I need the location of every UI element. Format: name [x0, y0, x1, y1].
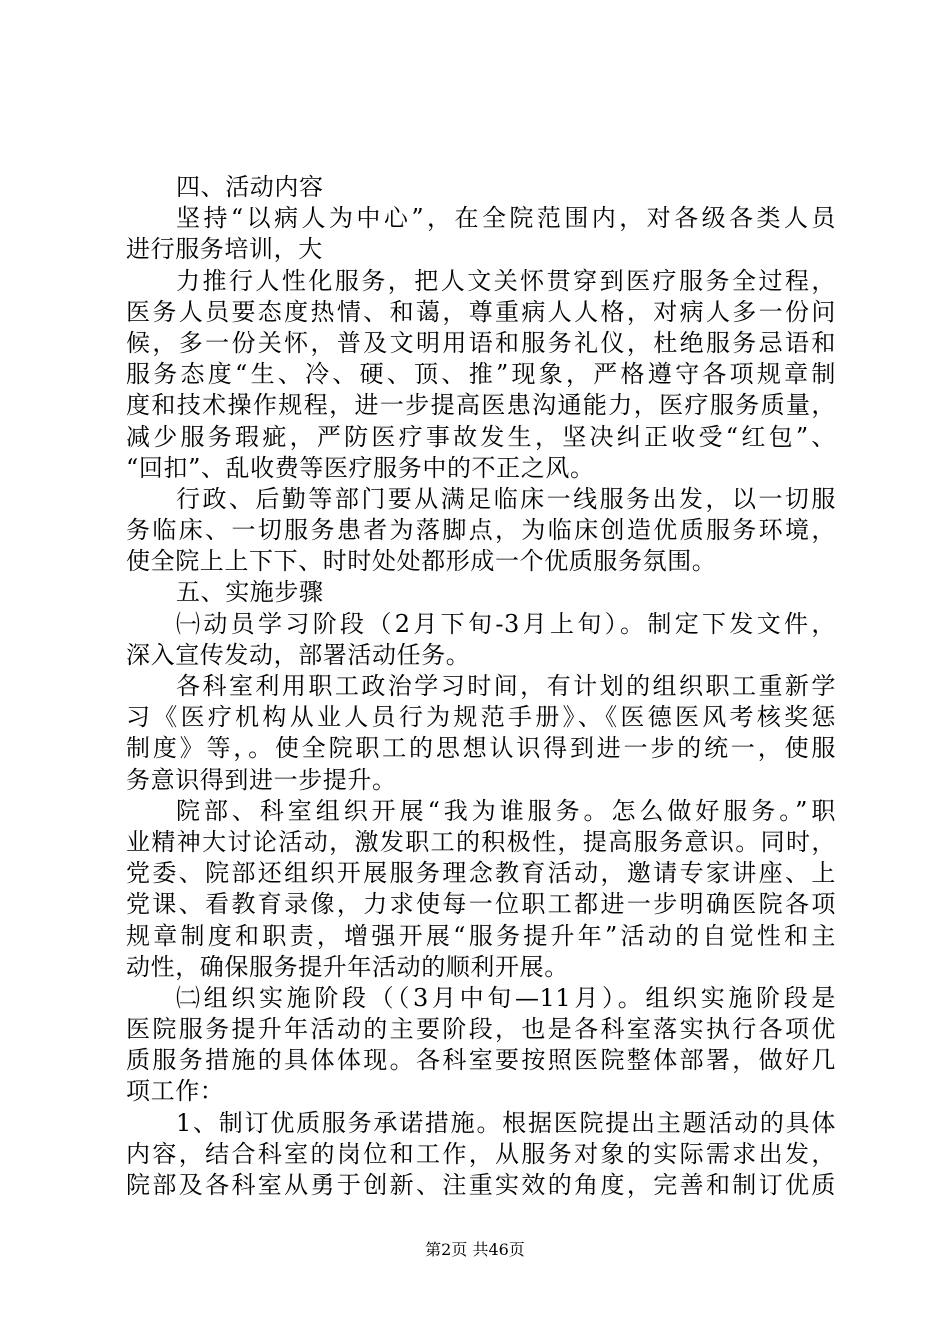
text-line: 1、制订优质服务承诺措施。根据医院提出主题活动的具体 [176, 1108, 836, 1137]
text-line: 各科室利用职工政治学习时间，有计划的组织职工重新学 [176, 672, 836, 700]
text-line: 党课、看教育录像，力求使每一位职工都进一步明确医院各项 [126, 890, 836, 919]
text-line: 使全院上上下下、时时处处都形成一个优质服务氛围。 [126, 547, 717, 576]
text-line: 院部、科室组织开展“我为谁服务。怎么做好服务。”职 [176, 796, 836, 825]
text-line: 力推行人性化服务，把人文关怀贯穿到医疗服务全过程， [176, 266, 836, 295]
text-line: 医务人员要态度热情、和蔼，尊重病人人格，对病人多一份问 [126, 297, 836, 326]
text-line: 项工作： [126, 1077, 225, 1106]
text-line: ㈡组织实施阶段（（3月中旬—11月）。组织实施阶段是 [176, 983, 836, 1012]
text-line: 服务态度“生、冷、硬、顶、推”现象，严格遵守各项规章制 [126, 360, 836, 389]
text-line: 院部及各科室从勇于创新、注重实效的角度，完善和制订优质 [126, 1171, 836, 1199]
text-line: 内容，结合科室的岗位和工作，从服务对象的实际需求出发， [126, 1139, 836, 1168]
text-line: 动性，确保服务提升年活动的顺利开展。 [126, 952, 569, 981]
text-line: 医院服务提升年活动的主要阶段，也是各科室落实执行各项优 [126, 1015, 836, 1044]
text-line: 习《医疗机构从业人员行为规范手册》、《医德医风考核奖惩 [126, 703, 836, 732]
text-line: 制度》等，。使全院职工的思想认识得到进一步的统一，使服 [126, 734, 836, 763]
text-line: 四、活动内容 [176, 173, 324, 201]
text-line: 度和技术操作规程，进一步提高医患沟通能力，医疗服务质量， [126, 391, 836, 420]
text-line: 质服务措施的具体体现。各科室要按照医院整体部署，做好几 [126, 1046, 836, 1075]
text-line: ㈠动员学习阶段（2月下旬-3月上旬）。制定下发文件， [176, 609, 836, 638]
text-line: 务临床、一切服务患者为落脚点，为临床创造优质服务环境， [126, 516, 836, 545]
text-line: 候，多一份关怀，普及文明用语和服务礼仪，杜绝服务忌语和 [126, 328, 836, 357]
text-line: 五、实施步骤 [176, 578, 324, 607]
document-body [126, 172, 836, 1201]
text-line: 深入宣传发动，部署活动任务。 [126, 640, 471, 669]
text-line: 务意识得到进一步提升。 [126, 765, 397, 794]
text-line: 党委、院部还组织开展服务理念教育活动，邀请专家讲座、上 [126, 859, 836, 888]
text-line: 进行服务培训，大 [126, 235, 323, 264]
text-line: 坚持“以病人为中心”，在全院范围内，对各级各类人员 [176, 204, 836, 233]
text-line: 行政、后勤等部门要从满足临床一线服务出发，以一切服 [176, 484, 836, 513]
page-footer: 第2页 共46页 [425, 1240, 525, 1259]
text-line: 规章制度和职责，增强开展“服务提升年”活动的自觉性和主 [126, 921, 836, 950]
text-line: 业精神大讨论活动，激发职工的积极性，提高服务意识。同时， [126, 827, 836, 856]
text-line: 减少服务瑕疵，严防医疗事故发生，坚决纠正收受“红包”、 [126, 422, 836, 451]
text-line: “回扣”、乱收费等医疗服务中的不正之风。 [126, 453, 595, 482]
